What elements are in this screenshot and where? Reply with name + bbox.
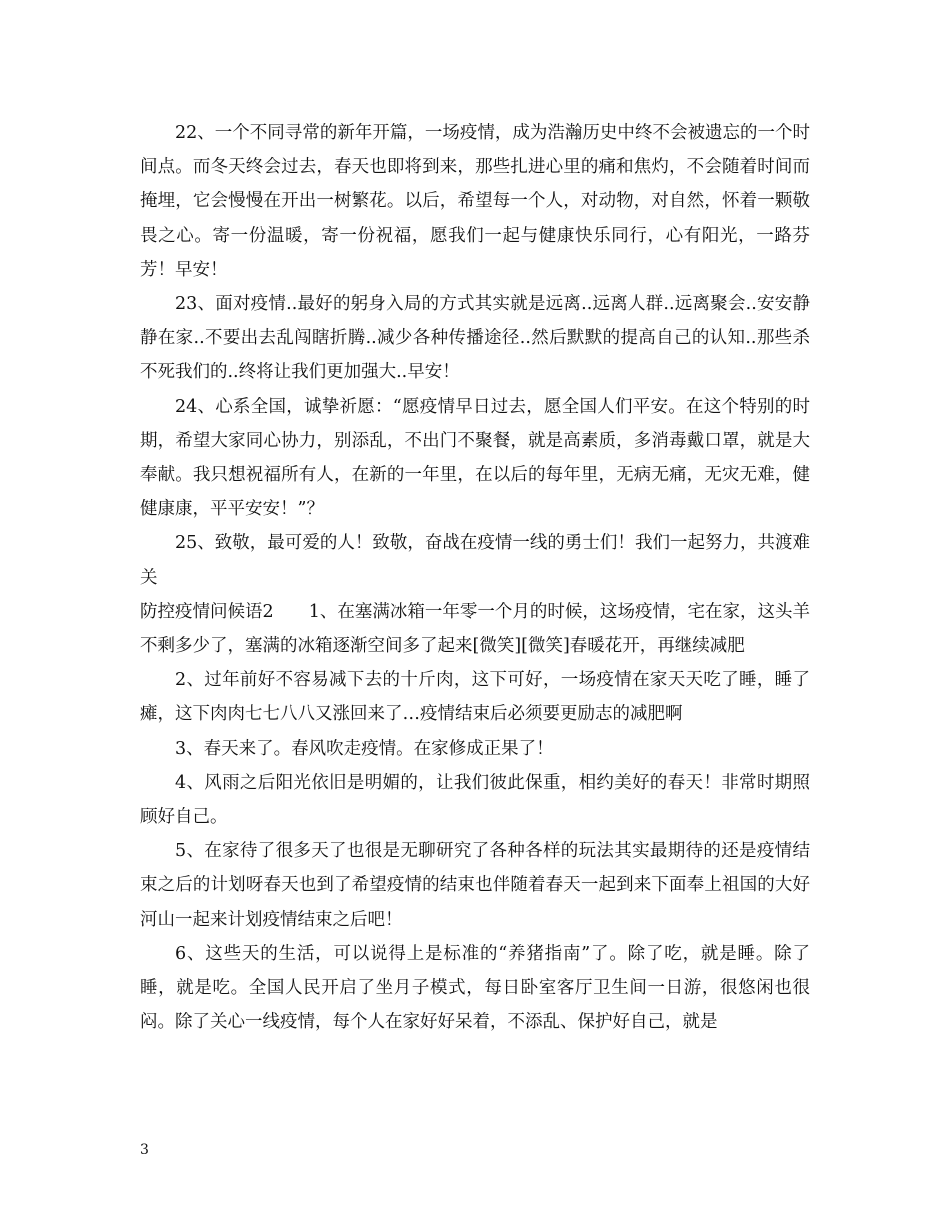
paragraph-22: 22、一个不同寻常的新年开篇，一场疫情，成为浩瀚历史中终不会被遗忘的一个时间点。而冬天终会过去，春天也即将到来，那些扎进心里的痛和焦灼，不会随着时间而掩埋，它会慢慢在开出一树繁花。以后，希望每一个人，对动物，对自然，怀着一颗敬畏之心。寄一份温暖，寄一份祝福，愿我们一起与健康快乐同行，心有阳光，一路芬芳！早安！ — [140, 123, 810, 280]
page-number: 3 — [140, 1142, 149, 1158]
paragraph-6: 6、这些天的生活，可以说得上是标准的“养猪指南”了。除了吃，就是睡。除了睡，就是吃。全国人民开启了坐月子模式，每日卧室客厅卫生间一日游，很悠闲也很闷。除了关心一线疫情，每个人在家好好呆着，不添乱、保护好自己，就是 — [140, 943, 810, 1033]
document-body — [140, 116, 810, 1039]
paragraph-24: 24、心系全国，诚挚祈愿：“愿疫情早日过去，愿全国人们平安。在这个特别的时期，希望大家同心协力，别添乱，不出门不聚餐，就是高素质，多消毒戴口罩，就是大奉献。我只想祝福所有人，在新的一年里，在以后的每年里，无病无痛，无灾无难，健健康康，平平安安！”？ — [140, 396, 810, 520]
paragraph-5: 5、在家待了很多天了也很是无聊研究了各种各样的玩法其实最期待的还是疫情结束之后的计划呀春天也到了希望疫情的结束也伴随着春天一起到来下面奉上祖国的大好河山一起来计划疫情结束之后吧！ — [140, 841, 810, 930]
paragraph-25: 25、致敬，最可爱的人！致敬，奋战在疫情一线的勇士们！我们一起努力，共渡难关 — [140, 533, 810, 588]
paragraph-4: 4、风雨之后阳光依旧是明媚的，让我们彼此保重，相约美好的春天！非常时期照顾好自己。 — [140, 772, 810, 828]
paragraph-23: 23、面对疫情..最好的躬身入局的方式其实就是远离..远离人群..远离聚会..安安静静在家..不要出去乱闯瞎折腾..减少各种传播途径..然后默默的提高自己的认知..那些杀不死我们的..终将让我们更加强大..早安！ — [140, 294, 810, 383]
section-greetings-2: 防控疫情问候语2 1、在塞满冰箱一年零一个月的时候，这场疫情，宅在家，这头羊不剩多少了，塞满的冰箱逐渐空间多了起来[微笑][微笑]春暖花开，再继续减肥 — [140, 601, 810, 657]
paragraph-2: 2、过年前好不容易减下去的十斤肉，这下可好，一场疫情在家天天吃了睡，睡了瘫，这下肉肉七七八八又涨回来了…疫情结束后必须要更励志的减肥啊 — [140, 670, 810, 725]
paragraph-3: 3、春天来了。春风吹走疫情。在家修成正果了！ — [175, 738, 554, 759]
